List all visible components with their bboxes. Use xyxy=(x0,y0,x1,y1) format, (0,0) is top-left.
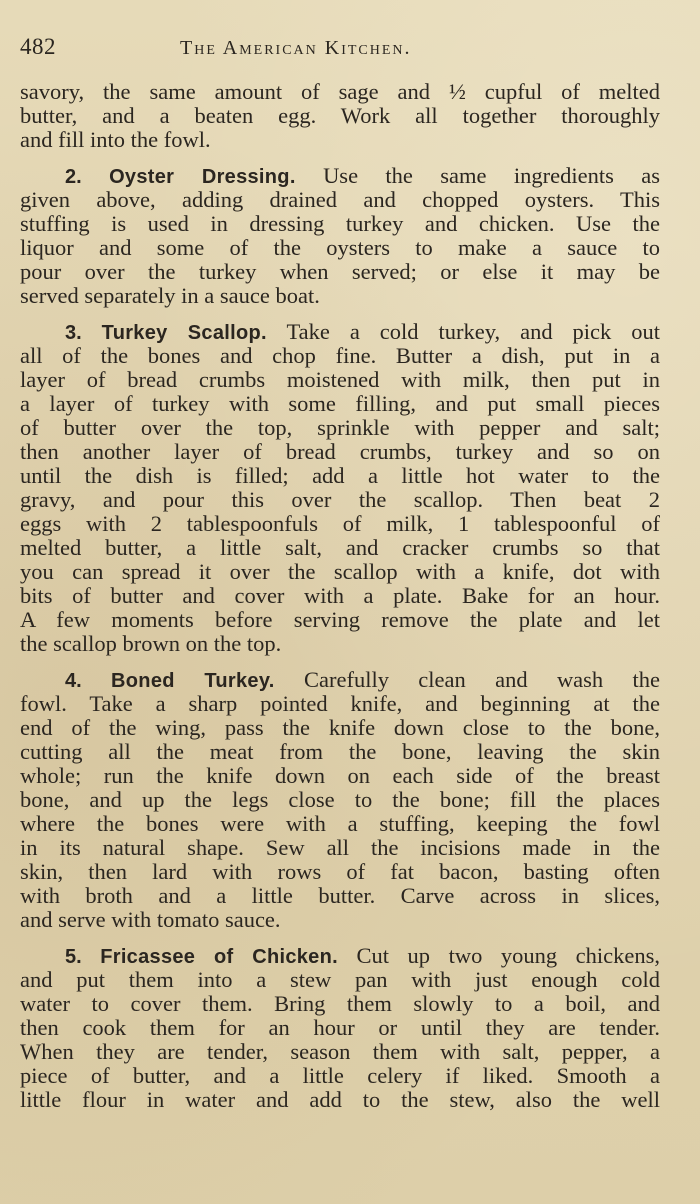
recipe-first-line xyxy=(20,164,660,188)
recipe-oyster-dressing xyxy=(20,164,660,308)
recipe-number: 4. xyxy=(65,670,82,692)
recipe-fricassee-of-chicken xyxy=(20,944,660,1112)
text-line: you can spread it over the scallop with a knife, dot with xyxy=(20,559,660,584)
text-line: piece of butter, and a little celery if liked. Smooth a xyxy=(20,1063,660,1088)
text-line: liquor and some of the oysters to make a sauce to xyxy=(20,235,660,260)
recipe-boned-turkey xyxy=(20,668,660,932)
recipe-text: Carefully clean and wash the xyxy=(303,667,661,692)
page-number: 482 xyxy=(20,34,56,59)
text-line: cutting all the meat from the bone, leaving the skin xyxy=(20,739,660,764)
text-line: bits of butter and cover with a plate. Bake for an hour. xyxy=(20,583,660,608)
text-line: the scallop brown on the top. xyxy=(20,631,282,656)
text-line: savory, the same amount of sage and ½ cupful of melted xyxy=(20,79,660,104)
text-line: a layer of turkey with some filling, and put small pieces xyxy=(20,391,660,416)
text-line: butter, and a beaten egg. Work all together thoroughly xyxy=(20,103,660,128)
recipe-first-line xyxy=(20,320,660,344)
recipe-title: Oyster Dressing. xyxy=(109,166,296,188)
text-line: When they are tender, season them with salt, pepper, a xyxy=(20,1039,660,1064)
text-line: and put them into a stew pan with just enough cold xyxy=(20,967,660,992)
recipe-text: Use the same ingredients as xyxy=(323,163,660,188)
text-line: where the bones were with a stuffing, keeping the fowl xyxy=(20,811,660,836)
text-line: pour over the turkey when served; or else it may be xyxy=(20,259,660,284)
text-line: and serve with tomato sauce. xyxy=(20,907,281,932)
recipe-text: Take a cold turkey, and pick out xyxy=(286,319,661,344)
recipe-title: Turkey Scallop. xyxy=(101,322,267,344)
recipe-text: Cut up two young chickens, xyxy=(356,943,660,968)
recipe-turkey-scallop xyxy=(20,320,660,656)
recipe-number: 3. xyxy=(65,322,82,344)
text-line: skin, then lard with rows of fat bacon, basting often xyxy=(20,859,660,884)
text-line: A few moments before serving remove the plate and let xyxy=(20,607,660,632)
running-head xyxy=(20,34,660,80)
text-line: melted butter, a little salt, and cracker crumbs so that xyxy=(20,535,660,560)
recipe-first-line xyxy=(20,668,660,692)
text-line: little flour in water and add to the stew, also the well xyxy=(20,1087,660,1112)
text-line: fowl. Take a sharp pointed knife, and beginning at the xyxy=(20,691,660,716)
text-line: gravy, and pour this over the scallop. Then beat 2 xyxy=(20,487,660,512)
text-line: eggs with 2 tablespoonfuls of milk, 1 tablespoonful of xyxy=(20,511,660,536)
text-line: all of the bones and chop fine. Butter a dish, put in a xyxy=(20,343,660,368)
text-line: then cook them for an hour or until they are tender. xyxy=(20,1015,660,1040)
text-line: layer of bread crumbs moistened with milk, then put in xyxy=(20,367,660,392)
text-line: given above, adding drained and chopped oysters. This xyxy=(20,187,660,212)
text-line: served separately in a sauce boat. xyxy=(20,283,320,308)
recipe-number: 5. xyxy=(65,946,82,968)
running-title: The American Kitchen. xyxy=(180,37,412,59)
text-block xyxy=(20,80,660,1112)
text-line: and fill into the fowl. xyxy=(20,127,211,152)
text-line: water to cover them. Bring them slowly to a boil, and xyxy=(20,991,660,1016)
text-line: with broth and a little butter. Carve across in slices, xyxy=(20,883,660,908)
text-line: in its natural shape. Sew all the incisions made in the xyxy=(20,835,660,860)
text-line: then another layer of bread crumbs, turkey and so on xyxy=(20,439,660,464)
text-line: of butter over the top, sprinkle with pepper and salt; xyxy=(20,415,660,440)
recipe-first-line xyxy=(20,944,660,968)
recipe-title: Boned Turkey. xyxy=(111,670,275,692)
recipe-title: Fricassee of Chicken. xyxy=(100,946,338,968)
text-line: until the dish is filled; add a little hot water to the xyxy=(20,463,660,488)
intro-paragraph xyxy=(20,80,660,152)
text-line: whole; run the knife down on each side of the breast xyxy=(20,763,660,788)
text-line: stuffing is used in dressing turkey and chicken. Use the xyxy=(20,211,660,236)
text-line: bone, and up the legs close to the bone; fill the places xyxy=(20,787,660,812)
text-line: end of the wing, pass the knife down close to the bone, xyxy=(20,715,660,740)
recipe-number: 2. xyxy=(65,166,82,188)
